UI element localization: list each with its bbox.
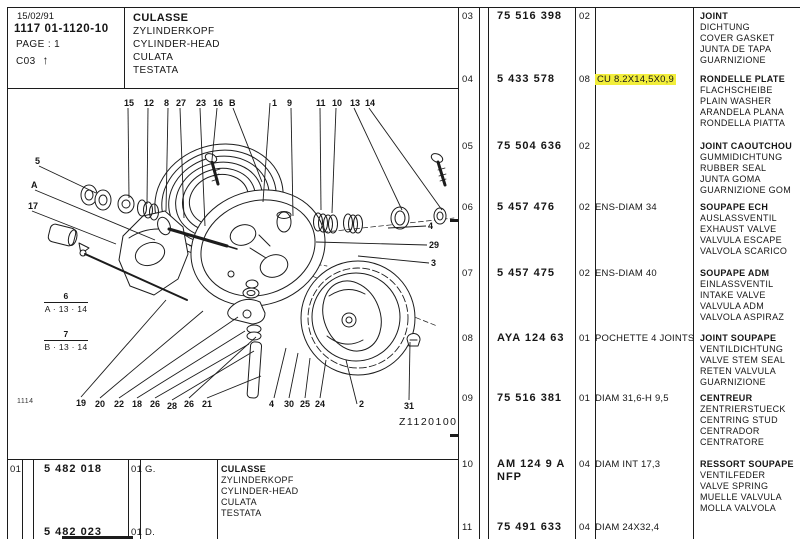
description-line: ZYLINDERKOPF xyxy=(221,475,294,485)
diagram-callout: 31 xyxy=(404,401,415,411)
item-number: 07 xyxy=(462,268,474,279)
diagram-callout: 3 xyxy=(431,258,437,268)
description-line: JOINT xyxy=(700,11,729,21)
description-line: INTAKE VALVE xyxy=(700,290,766,300)
header-divider xyxy=(124,7,125,88)
diagram-callout: 10 xyxy=(332,98,343,108)
page-top-border xyxy=(7,7,800,8)
description-line: VENTILDICHTUNG xyxy=(700,344,784,354)
description-line: SOUPAPE ADM xyxy=(700,268,770,278)
leader-line xyxy=(320,360,326,398)
parts-table-border xyxy=(488,7,489,539)
diagram-callout: 20 xyxy=(95,399,106,409)
description-line: ARANDELA PLANA xyxy=(700,107,785,117)
quantity: 02 xyxy=(579,202,591,213)
description-line: CYLINDER-HEAD xyxy=(221,486,299,496)
description-line: FLACHSCHEIBE xyxy=(700,85,773,95)
parts-table-border xyxy=(575,7,576,539)
designation xyxy=(595,522,659,533)
title-translation: ZYLINDERKOPF xyxy=(133,26,215,37)
sub-table-border xyxy=(22,459,23,539)
rocker-boss-shape xyxy=(119,211,188,295)
leader-line xyxy=(409,342,410,400)
assembly-ref-items: B · 13 · 14 xyxy=(44,342,88,352)
leader-line xyxy=(128,108,129,198)
diagram-callout: 15 xyxy=(124,98,135,108)
leader-line xyxy=(320,108,321,210)
diagram-callout: 8 xyxy=(164,98,170,108)
assembly-ref-number: 6 xyxy=(63,291,69,301)
item-number: 06 xyxy=(462,202,474,213)
description-line: TESTATA xyxy=(221,508,262,518)
document-number: 1117 01-1120-10 xyxy=(14,23,109,35)
assembly-ref-items: A · 13 · 14 xyxy=(44,304,88,314)
quantity: 02 xyxy=(579,141,591,152)
item-number: 01 xyxy=(10,464,22,475)
item-number: 04 xyxy=(462,74,474,85)
diagram-callout: 12 xyxy=(144,98,155,108)
variant-letter: D. xyxy=(145,527,156,538)
diagram-callout: B xyxy=(229,98,236,108)
section-code: C03 xyxy=(16,56,36,67)
parts-table-border xyxy=(693,7,694,539)
section-indicator xyxy=(16,53,49,67)
quantity: 02 xyxy=(579,268,591,279)
diagram-callout: 27 xyxy=(176,98,187,108)
variant-letter: G. xyxy=(145,464,156,475)
leader-line xyxy=(137,331,245,398)
description-line: JOINT SOUPAPE xyxy=(700,333,777,343)
leader-line xyxy=(81,300,166,397)
drawing-reference-code: Z1120100 xyxy=(399,416,458,428)
description-line: CENTRING STUD xyxy=(700,415,778,425)
sub-table-border xyxy=(128,459,129,539)
diagram-callout: 18 xyxy=(132,399,143,409)
designation-text: POCHETTE 4 JOINTS xyxy=(595,333,695,344)
highlighted-designation: CU 8.2X14,5X0,9 xyxy=(597,74,674,85)
quantity: 01 xyxy=(579,333,591,344)
description-line: GUMMIDICHTUNG xyxy=(700,152,783,162)
leader-line xyxy=(155,344,249,398)
quantity: 02 xyxy=(579,11,591,22)
diagram-callout: 11 xyxy=(316,98,326,108)
diagram-callout: 25 xyxy=(300,399,311,409)
diagram-callout: 1 xyxy=(272,98,278,108)
diagram-callout: 9 xyxy=(287,98,293,108)
part-number: AM 124 9 A xyxy=(497,458,566,470)
designation xyxy=(595,268,657,279)
title-translation: CULATA xyxy=(133,52,174,63)
item-number: 09 xyxy=(462,393,474,404)
description-line: RESSORT SOUPAPE xyxy=(700,459,794,469)
item-number: 08 xyxy=(462,333,474,344)
leader-line xyxy=(119,317,238,398)
description-line: RETEN VALVULA xyxy=(700,366,777,376)
leader-line xyxy=(212,108,217,160)
description-line: CULATA xyxy=(221,497,257,507)
assembly-ref-label xyxy=(44,329,88,352)
description-line: MOLLA VALVOLA xyxy=(700,503,777,513)
assembly-ref-number: 7 xyxy=(63,329,69,339)
description-line: EXHAUST VALVE xyxy=(700,224,777,234)
designation-text: DIAM INT 17,3 xyxy=(595,459,661,470)
sub-table-border xyxy=(33,459,34,539)
designation xyxy=(595,333,694,344)
description-line: AUSLASSVENTIL xyxy=(700,213,777,223)
quantity: 01 xyxy=(131,527,143,538)
title-translation: CYLINDER-HEAD xyxy=(133,39,220,50)
part-number: AYA 124 63 xyxy=(497,332,565,344)
valve-cover-shape xyxy=(301,261,415,375)
part-number: 5 482 018 xyxy=(44,463,102,475)
description-line: VENTILFEDER xyxy=(700,470,766,480)
part-number: 5 457 476 xyxy=(497,201,555,213)
leader-line xyxy=(354,108,402,210)
diagram-callout: 23 xyxy=(196,98,207,108)
description-line: CENTRADOR xyxy=(700,426,760,436)
diagram-callout: 5 xyxy=(35,156,41,166)
leader-line xyxy=(147,108,148,204)
item-number: 03 xyxy=(462,11,474,22)
exploded-view-diagram xyxy=(7,88,458,459)
description-line: CENTREUR xyxy=(700,393,753,403)
designation-text: ENS-DIAM 34 xyxy=(595,202,657,213)
diagram-callout: 22 xyxy=(114,399,125,409)
description-line: PLAIN WASHER xyxy=(700,96,772,106)
leader-line xyxy=(316,242,427,245)
item-number: 05 xyxy=(462,141,474,152)
quantity: 08 xyxy=(579,74,591,85)
leader-line xyxy=(332,108,336,213)
title-translation: TESTATA xyxy=(133,65,179,76)
leader-line xyxy=(172,351,254,400)
leader-line xyxy=(189,337,256,398)
designation-text: DIAM 24X32,4 xyxy=(595,522,660,533)
up-arrow-icon: ↑ xyxy=(42,53,49,67)
diagram-callout: 13 xyxy=(350,98,361,108)
diagram-callout: 2 xyxy=(359,399,365,409)
leader-line xyxy=(100,311,203,398)
diagram-callout: 4 xyxy=(428,221,434,231)
leader-line xyxy=(274,348,286,398)
diagram-callout: 28 xyxy=(167,401,178,411)
diagram-callout: 21 xyxy=(202,399,213,409)
description-line: EINLASSVENTIL xyxy=(700,279,774,289)
description-line: RONDELLA PIATTA xyxy=(700,118,786,128)
diagram-callout: 30 xyxy=(284,399,295,409)
item-number: 11 xyxy=(462,522,473,533)
cap-shape xyxy=(407,333,420,346)
description-line: GUARNIZIONE xyxy=(700,377,766,387)
description-line: JUNTA GOMA xyxy=(700,174,761,184)
designation xyxy=(595,393,669,404)
description-line: VALVE SPRING xyxy=(700,481,769,491)
quantity: 04 xyxy=(579,459,591,470)
description-line: SOUPAPE ECH xyxy=(700,202,769,212)
designation xyxy=(595,74,676,85)
leader-line xyxy=(166,108,168,211)
quantity: 01 xyxy=(131,464,143,475)
plate-number: 1114 xyxy=(17,398,34,405)
diagram-callout: 17 xyxy=(28,201,39,211)
leader-line xyxy=(39,166,96,193)
leader-line xyxy=(289,353,298,398)
designation-text: DIAM 31,6-H 9,5 xyxy=(595,393,669,404)
assembly-ref-label xyxy=(44,291,88,314)
part-number-line2: NFP xyxy=(497,471,522,483)
description-line: VALVOLA SCARICO xyxy=(700,246,788,256)
item-number: 10 xyxy=(462,459,474,470)
description-line: ZENTRIERSTUECK xyxy=(700,404,786,414)
description-line: GUARNIZIONE GOM xyxy=(700,185,792,195)
description-line: VALVULA ADM xyxy=(700,301,764,311)
designation xyxy=(595,459,660,470)
leader-line xyxy=(263,103,270,202)
designation-text: ENS-DIAM 40 xyxy=(595,268,657,279)
date: 15/02/91 xyxy=(17,11,54,22)
part-number: 75 491 633 xyxy=(497,521,563,533)
description-line: RUBBER SEAL xyxy=(700,163,767,173)
description-line: DICHTUNG xyxy=(700,22,750,32)
page-title: CULASSE xyxy=(133,12,189,24)
part-number: 75 516 381 xyxy=(497,392,563,404)
description-line: RONDELLE PLATE xyxy=(700,74,786,84)
diagram-callout: 14 xyxy=(365,98,376,108)
sub-table-border xyxy=(217,459,218,539)
diagram-callout: A xyxy=(31,180,38,190)
diagram-callout: 29 xyxy=(429,240,440,250)
quantity: 04 xyxy=(579,522,591,533)
part-number: 75 516 398 xyxy=(497,10,563,22)
diagram-callout: 26 xyxy=(150,399,161,409)
sub-table-top-border xyxy=(7,459,459,460)
description-line: VALVE STEM SEAL xyxy=(700,355,786,365)
part-number: 5 482 023 xyxy=(44,526,102,538)
diagram-callout: 26 xyxy=(184,399,195,409)
quantity: 01 xyxy=(579,393,591,404)
part-number: 5 433 578 xyxy=(497,73,555,85)
description-line: VALVOLA ASPIRAZ xyxy=(700,312,785,322)
designation xyxy=(595,202,657,213)
diagram-callout: 19 xyxy=(76,398,87,408)
description-line: CENTRATORE xyxy=(700,437,765,447)
diagram-callout: 16 xyxy=(213,98,224,108)
description-line: JUNTA DE TAPA xyxy=(700,44,772,54)
description-line: VALVULA ESCAPE xyxy=(700,235,782,245)
part-number: 5 457 475 xyxy=(497,267,555,279)
description-line: MUELLE VALVULA xyxy=(700,492,782,502)
description-line: COVER GASKET xyxy=(700,33,775,43)
description-line: GUARNIZIONE xyxy=(700,55,766,65)
leader-line xyxy=(369,108,442,210)
page-indicator: PAGE : 1 xyxy=(16,39,61,50)
parts-table-border xyxy=(479,7,480,539)
description-line: JOINT CAOUTCHOU xyxy=(700,141,792,151)
diagram-callout: 4 xyxy=(269,399,275,409)
description-line: CULASSE xyxy=(221,464,267,474)
leader-line xyxy=(305,358,310,398)
part-number: 75 504 636 xyxy=(497,140,563,152)
diagram-callout: 24 xyxy=(315,399,326,409)
